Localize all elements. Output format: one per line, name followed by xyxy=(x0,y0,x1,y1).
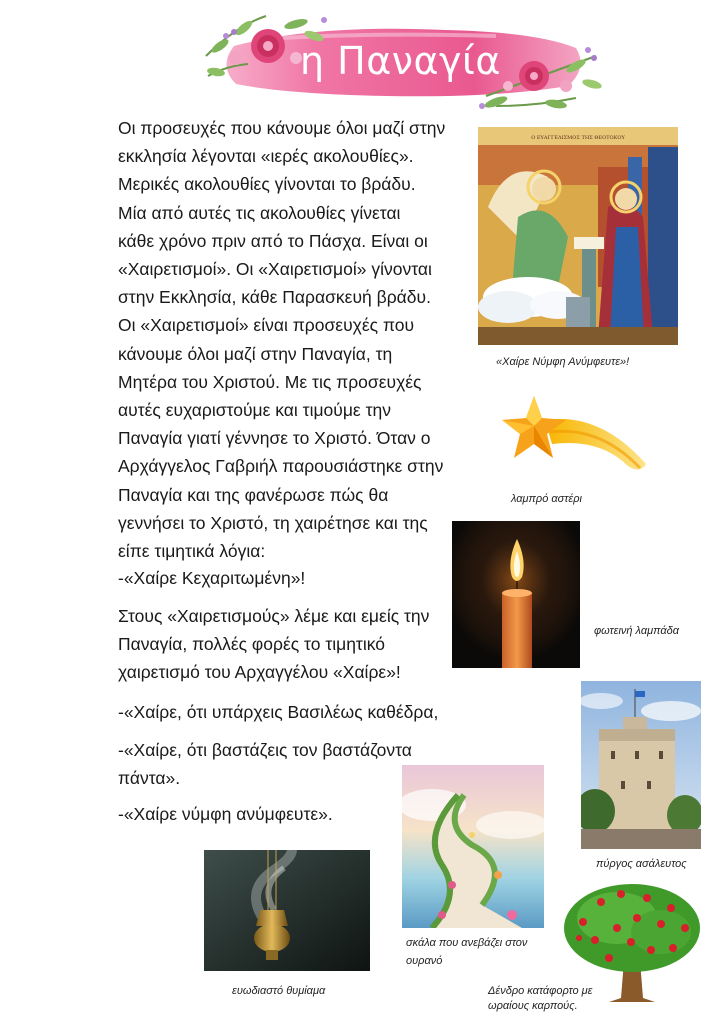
stairway-image xyxy=(402,765,544,928)
caption-line: σκάλα που ανεβάζει στον xyxy=(406,937,528,949)
greeting-nymfi: -«Χαίρε νύμφη ανύμφευτε». xyxy=(118,804,333,824)
paragraph-line: στην Εκκλησία, κάθε Παρασκευή βράδυ. xyxy=(118,287,431,308)
candle-image xyxy=(452,521,580,668)
paragraph-line: Παναγία και της φανέρωσε πώς θα xyxy=(118,484,389,505)
paragraph-line: γεννήσει το Χριστό, τη χαιρέτησε και της xyxy=(118,512,428,533)
caption-star: λαμπρό αστέρι xyxy=(511,493,583,505)
paragraph-line: Μία από αυτές τις ακολουθίες γίνεται xyxy=(118,202,401,223)
paragraph-line: χαιρετισμό του Αρχαγγέλου «Χαίρε»! xyxy=(118,662,401,683)
paragraph-line: είπε τιμητικά λόγια: xyxy=(118,541,266,562)
caption-line: ωραίους καρπούς. xyxy=(488,1000,578,1012)
paragraph-line: εκκλησία λέγονται «ιερές ακολουθίες». xyxy=(118,146,414,167)
paragraph-line: Οι «Χαιρετισμοί» είναι προσευχές που xyxy=(118,315,415,336)
paragraph-line: Μερικές ακολουθίες γίνονται το βράδυ. xyxy=(118,174,416,195)
caption-tower: πύργος ασάλευτος xyxy=(596,858,687,870)
paragraph-line: κάνουμε όλοι μαζί στην Παναγία, τη xyxy=(118,343,393,364)
second-paragraph xyxy=(118,602,429,687)
incense-censer-image xyxy=(204,850,370,971)
greeting-kecharitomeni: -«Χαίρε Κεχαριτωμένη»! xyxy=(118,568,306,588)
icon-header-text: Ο ΕΥΑΓΓΕΛΙΣΜΟΣ ΤΗΣ ΘΕΟΤΟΚΟΥ xyxy=(531,135,625,141)
caption-stairs xyxy=(406,936,527,969)
page-title: η Παναγία xyxy=(300,39,501,83)
paragraph-line: πάντα». xyxy=(118,768,181,789)
white-tower-image xyxy=(581,681,701,849)
paragraph-line: -«Χαίρε, ότι βαστάζεις τον βαστάζοντα xyxy=(118,740,412,760)
annunciation-icon-image xyxy=(478,127,678,345)
shooting-star-image xyxy=(500,392,650,482)
caption-tree xyxy=(488,984,593,1014)
caption-incense: ευωδιαστό θυμίαμα xyxy=(232,985,326,997)
paragraph-line: «Χαιρετισμοί». Οι «Χαιρετισμοί» γίνονται xyxy=(118,259,432,280)
paragraph-line: κάθε χρόνο πριν από το Πάσχα. Είναι οι xyxy=(118,230,428,251)
caption-annunciation: «Χαίρε Νύμφη Ανύμφευτε»! xyxy=(496,356,630,368)
paragraph-line: Μητέρα του Χριστού. Με τις προσευχές xyxy=(118,371,422,392)
main-paragraph xyxy=(118,114,445,565)
caption-line: ουρανό xyxy=(406,955,443,967)
greeting-vastazeis xyxy=(118,736,412,792)
caption-candle: φωτεινή λαμπάδα xyxy=(594,625,679,637)
paragraph-line: Αρχάγγελος Γαβριήλ παρουσιάστηκε στην xyxy=(118,456,444,477)
paragraph-line: Στους «Χαιρετισμούς» λέμε και εμείς την xyxy=(118,606,430,626)
paragraph-line: Οι προσευχές που κάνουμε όλοι μαζί στην xyxy=(118,118,446,138)
paragraph-line: Παναγία γιατί γέννησε το Χριστό. Όταν ο xyxy=(118,428,431,449)
caption-line: Δένδρο κατάφορτο με xyxy=(488,985,593,997)
greeting-kathedra: -«Χαίρε, ότι υπάρχεις Βασιλέως καθέδρα, xyxy=(118,702,439,722)
paragraph-line: Παναγία, πολλές φορές το τιμητικό xyxy=(118,634,386,655)
paragraph-line: αυτές ευχαριστούμε και τιμούμε την xyxy=(118,400,391,421)
